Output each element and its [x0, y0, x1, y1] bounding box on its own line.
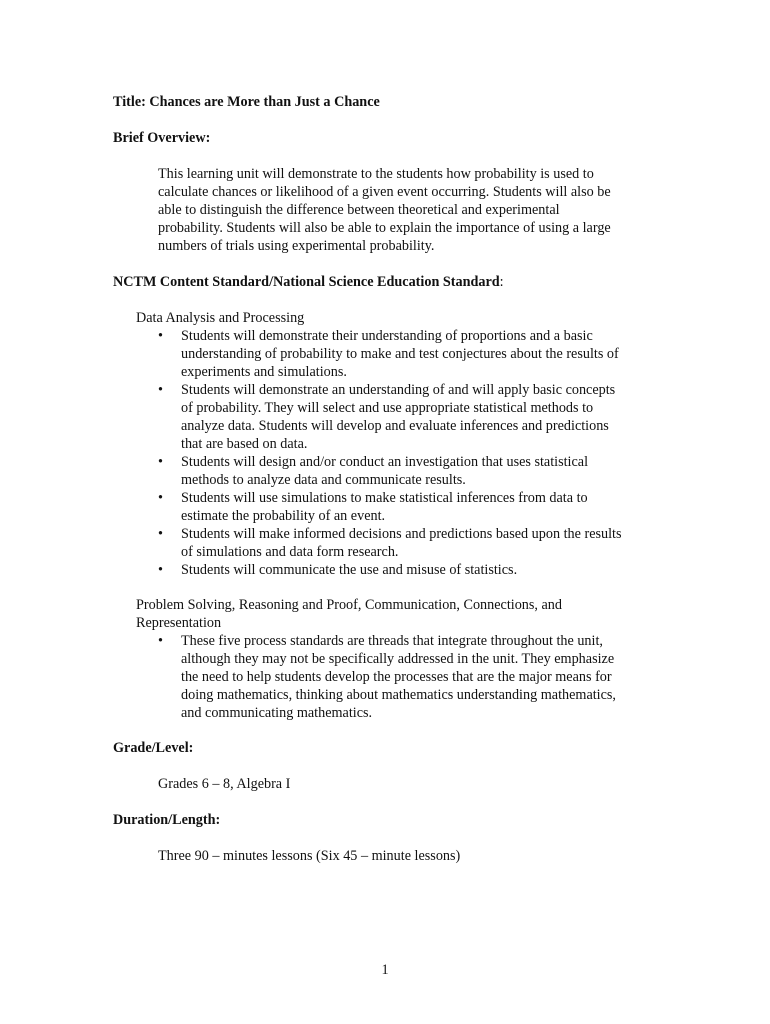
grade-heading: Grade/Level:: [113, 740, 194, 756]
duration-value: Three 90 – minutes lessons (Six 45 – minute lessons): [158, 848, 461, 864]
list-item-line: analyze data. Students will develop and evaluate inferences and predictions: [181, 418, 609, 434]
paragraph-line: able to distinguish the difference between theoretical and experimental: [158, 202, 560, 218]
list-item-line: that are based on data.: [181, 436, 308, 452]
list-item: [158, 561, 678, 579]
bullet-icon: •: [158, 454, 163, 470]
list-item-line: of simulations and data form research.: [181, 544, 399, 560]
list-item-line: methods to analyze data and communicate results.: [181, 472, 466, 488]
standards-heading: [113, 273, 504, 291]
list-item-line: Students will make informed decisions and predictions based upon the results: [181, 526, 622, 542]
process-standards-list: [158, 632, 678, 722]
page-number: 1: [381, 962, 389, 978]
list-item: [158, 632, 678, 722]
bullet-icon: •: [158, 382, 163, 398]
bullet-icon: •: [158, 633, 163, 649]
list-item-line: experiments and simulations.: [181, 364, 347, 380]
paragraph-line: This learning unit will demonstrate to the students how probability is used to: [158, 166, 594, 182]
list-item-line: Students will demonstrate their understanding of proportions and a basic: [181, 328, 593, 344]
paragraph-line: calculate chances or likelihood of a given event occurring. Students will also be: [158, 184, 611, 200]
bullet-icon: •: [158, 328, 163, 344]
list-item: [158, 525, 678, 561]
document-title: Title: Chances are More than Just a Chance: [113, 94, 380, 110]
list-item-line: Students will demonstrate an understanding of and will apply basic concepts: [181, 382, 616, 398]
list-item-line: doing mathematics, thinking about mathematics understanding mathematics,: [181, 687, 616, 703]
bullet-icon: •: [158, 490, 163, 506]
duration-heading: Duration/Length:: [113, 812, 221, 828]
list-item: [158, 453, 678, 489]
data-analysis-list: [158, 327, 678, 579]
list-item-line: These five process standards are threads that integrate throughout the unit,: [181, 633, 603, 649]
list-item-line: Students will design and/or conduct an investigation that uses statistical: [181, 454, 589, 470]
paragraph-line: probability. Students will also be able to explain the importance of using a large: [158, 220, 611, 236]
list-item-line: estimate the probability of an event.: [181, 508, 386, 524]
paragraph-line: numbers of trials using experimental probability.: [158, 238, 435, 254]
process-label-line: Representation: [136, 615, 222, 631]
overview-heading: Brief Overview:: [113, 130, 211, 146]
list-item: [158, 327, 678, 381]
list-item-line: Students will use simulations to make statistical inferences from data to: [181, 490, 588, 506]
list-item: [158, 489, 678, 525]
grade-value: Grades 6 – 8, Algebra I: [158, 776, 291, 792]
overview-paragraph: [158, 165, 658, 255]
list-item-line: and communicating mathematics.: [181, 705, 373, 721]
data-analysis-label: Data Analysis and Processing: [136, 310, 305, 326]
list-item-line: although they may not be specifically addressed in the unit. They emphasize: [181, 651, 615, 667]
standards-heading-colon: :: [499, 274, 504, 290]
list-item-line: Students will communicate the use and misuse of statistics.: [181, 562, 518, 578]
bullet-icon: •: [158, 562, 163, 578]
list-item: [158, 381, 678, 453]
standards-heading-text: NCTM Content Standard/National Science Education Standard: [113, 274, 500, 290]
process-label-line: Problem Solving, Reasoning and Proof, Communication, Connections, and: [136, 597, 562, 613]
bullet-icon: •: [158, 526, 163, 542]
process-standards-label: [136, 596, 562, 632]
list-item-line: the need to help students develop the processes that are the major means for: [181, 669, 612, 685]
list-item-line: of probability. They will select and use appropriate statistical methods to: [181, 400, 594, 416]
list-item-line: understanding of probability to make and test conjectures about the results of: [181, 346, 619, 362]
